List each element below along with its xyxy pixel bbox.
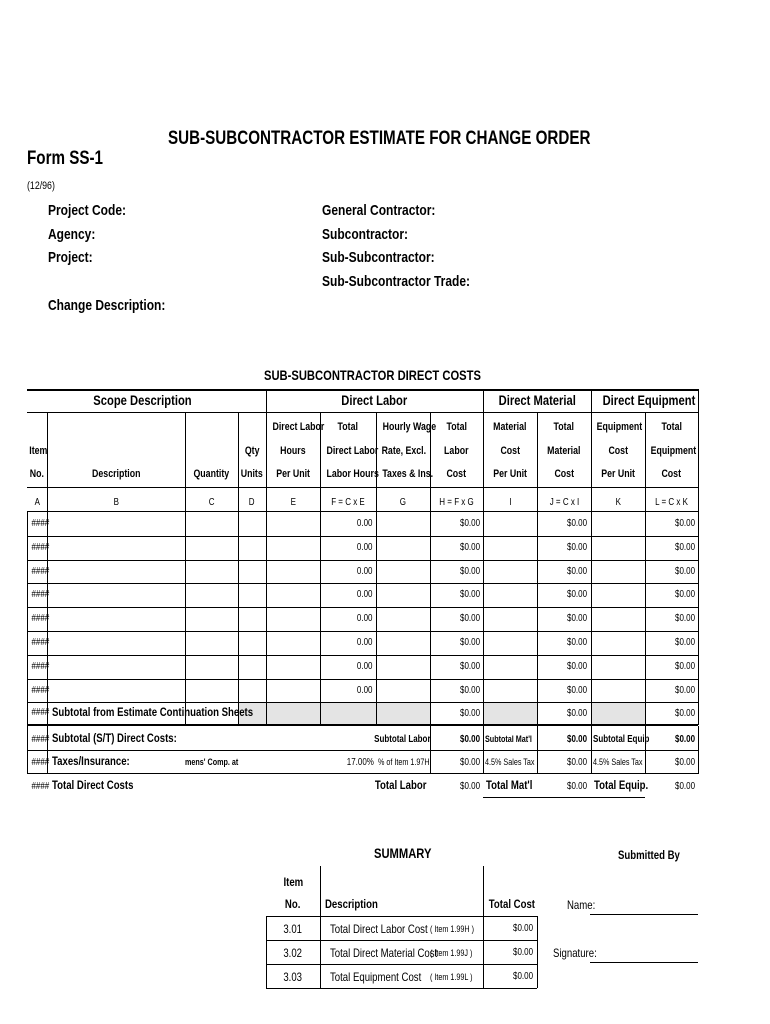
- total-material-label-text: Total Mat'l: [486, 778, 533, 792]
- field-agency: Agency:: [48, 226, 96, 243]
- field-change-description: Change Description:: [48, 297, 166, 314]
- row-material-cost-text: $0.00: [566, 637, 587, 648]
- summary-row-cost: [485, 923, 533, 934]
- row-total-hours-text: 0.00: [356, 542, 372, 553]
- continuation-label-text: Subtotal from Estimate Continuation Sheets: [52, 705, 254, 719]
- taxes-comp-label-text: mens' Comp. at: [185, 757, 239, 767]
- col-h-code-text: H = F x G: [439, 497, 474, 508]
- col-g-code-text: G: [399, 497, 407, 508]
- row-labor-cost-text: $0.00: [459, 613, 480, 624]
- col-a-code-text: A: [34, 497, 40, 508]
- field-sub-subcontractor-trade: Sub-Subcontractor Trade:: [322, 273, 471, 290]
- summary-row-description-text: Total Direct Labor Cost: [330, 922, 428, 936]
- summary-row-description: [330, 970, 440, 984]
- taxes-equipment-label-text: 4.5% Sales Tax: [593, 757, 643, 767]
- field-sub-subcontractor: Sub-Subcontractor:: [322, 249, 435, 266]
- form-date: (12/96): [27, 180, 55, 192]
- summary-row-cost: [485, 971, 533, 982]
- summary-head-cost-text: Total Cost: [488, 897, 536, 911]
- summary-row-number-text: 3.02: [283, 946, 303, 960]
- summary-row-rule: [266, 940, 537, 941]
- col-i-code-text: I: [508, 497, 512, 508]
- summary-row-number-text: 3.01: [283, 922, 303, 936]
- taxes-item-text: ####: [31, 757, 50, 768]
- col-j-code-text: J = C x I: [549, 497, 579, 508]
- col-a-header-1-text: Item: [29, 445, 48, 457]
- summary-row-description: [330, 946, 440, 960]
- page-title: SUB-SUBCONTRACTOR ESTIMATE FOR CHANGE ORDER: [168, 128, 591, 149]
- col-j-header-1-text: Material: [547, 445, 581, 457]
- col-i-header-0-text: Material: [493, 421, 527, 433]
- col-f-code-text: F = C x E: [331, 497, 365, 508]
- field-project: Project:: [48, 249, 93, 266]
- col-e-code-text: E: [290, 497, 296, 508]
- subtotal-labor-label-text: Subtotal Labor: [374, 734, 431, 745]
- col-j-header-0-text: Total: [553, 421, 575, 433]
- subtotal-material-label-text: Subtotal Mat'l: [485, 734, 532, 744]
- summary-row-reference-text: ( Item 1.99J ): [430, 948, 473, 958]
- summary-row-reference: [430, 972, 480, 982]
- total-labor-label-text: Total Labor: [374, 778, 426, 792]
- signature-label: Signature:: [553, 946, 597, 960]
- taxes-label-text: Taxes/Insurance:: [52, 754, 130, 768]
- subtotal-labor-text: $0.00: [459, 734, 480, 745]
- col-b-code-text: B: [113, 497, 119, 508]
- col-k-code-text: K: [615, 497, 621, 508]
- summary-rule-right: [537, 916, 538, 988]
- summary-row-cost-text: $0.00: [512, 923, 533, 934]
- total-equipment-text: $0.00: [674, 781, 695, 792]
- col-f-header-0-text: Total: [337, 421, 359, 433]
- summary-rule-desc: [320, 866, 321, 988]
- taxes-material-text: $0.00: [566, 757, 587, 768]
- subtotal-label-text: Subtotal (S/T) Direct Costs:: [52, 731, 177, 745]
- summary-row-reference: [430, 924, 480, 934]
- group-material-text: Direct Material: [498, 392, 576, 408]
- form-id: Form SS-1: [27, 148, 104, 169]
- row-labor-cost-text: $0.00: [459, 637, 480, 648]
- row-material-cost-text: $0.00: [566, 613, 587, 624]
- continuation-item-text: ####: [31, 707, 50, 718]
- row-item-number-text: ####: [31, 542, 50, 553]
- row-total-hours-text: 0.00: [356, 637, 372, 648]
- summary-row-description: [330, 922, 440, 936]
- summary-head-description: [325, 897, 445, 911]
- summary-head-no-text: No.: [285, 897, 301, 911]
- taxes-percent-text: 17.00%: [346, 757, 374, 768]
- signature-input-line[interactable]: [590, 962, 698, 963]
- row-total-hours-text: 0.00: [356, 518, 372, 529]
- row-material-cost-text: $0.00: [566, 661, 587, 672]
- summary-head-description-text: Description: [325, 897, 378, 911]
- col-g-header-0-text: Hourly Wage: [382, 421, 437, 433]
- continuation-material-text: $0.00: [566, 708, 587, 719]
- direct-costs-title: SUB-SUBCONTRACTOR DIRECT COSTS: [264, 367, 481, 383]
- subtotal-equipment-text: $0.00: [674, 734, 695, 745]
- subtotal-equipment-label-text: Subtotal Equip: [593, 734, 650, 745]
- col-c-code-text: C: [208, 497, 215, 508]
- row-item-number-text: ####: [31, 661, 50, 672]
- summary-row-reference: [430, 948, 480, 958]
- taxes-percent-of-text: % of Item 1.97H: [378, 757, 430, 767]
- col-b-header-2-text: Description: [91, 468, 141, 480]
- summary-row-number: [266, 946, 320, 960]
- row-equipment-cost-text: $0.00: [674, 685, 695, 696]
- group-labor-text: Direct Labor: [341, 392, 408, 408]
- col-j-header-2-text: Cost: [554, 468, 574, 480]
- taxes-labor-text: $0.00: [459, 757, 480, 768]
- group-equipment-text: Direct Equipment: [602, 392, 696, 408]
- row-item-number-text: ####: [31, 685, 50, 696]
- row-equipment-cost-text: $0.00: [674, 542, 695, 553]
- taxes-equipment-text: $0.00: [674, 757, 695, 768]
- row-material-cost-text: $0.00: [566, 542, 587, 553]
- row-equipment-cost-text: $0.00: [674, 518, 695, 529]
- summary-row-cost-text: $0.00: [512, 971, 533, 982]
- col-i-header-2-text: Per Unit: [493, 468, 527, 480]
- row-item-number-text: ####: [31, 589, 50, 600]
- col-k-header-2-text: Per Unit: [601, 468, 635, 480]
- summary-rule-cost: [483, 866, 484, 988]
- col-c-header-2-text: Quantity: [193, 468, 230, 480]
- row-item-number-text: ####: [31, 518, 50, 529]
- summary-row-description-text: Total Equipment Cost: [330, 970, 422, 984]
- row-total-hours-text: 0.00: [356, 661, 372, 672]
- row-labor-cost-text: $0.00: [459, 566, 480, 577]
- col-k-header-0-text: Equipment: [596, 421, 643, 433]
- row-item-number-text: ####: [31, 637, 50, 648]
- col-e-header-1-text: Hours: [280, 445, 306, 457]
- group-scope-text: Scope Description: [93, 392, 192, 408]
- row-item-number-text: ####: [31, 566, 50, 577]
- row-labor-cost-text: $0.00: [459, 518, 480, 529]
- col-k-header-1-text: Cost: [608, 445, 628, 457]
- name-input-line[interactable]: [590, 914, 698, 915]
- continuation-equipment-text: $0.00: [674, 708, 695, 719]
- row-total-hours-text: 0.00: [356, 685, 372, 696]
- col-e-header-2-text: Per Unit: [276, 468, 310, 480]
- summary-head-item-text: Item: [283, 875, 303, 889]
- subtotal-material-text: $0.00: [566, 734, 587, 745]
- row-material-cost-text: $0.00: [566, 589, 587, 600]
- field-general-contractor: General Contractor:: [322, 202, 436, 219]
- summary-row-cost: [485, 947, 533, 958]
- row-labor-cost-text: $0.00: [459, 685, 480, 696]
- col-l-header-0-text: Total: [661, 421, 682, 433]
- col-f-header-1-text: Direct Labor: [326, 445, 379, 457]
- total-item-text: ####: [31, 781, 50, 792]
- col-g-header-1-text: Rate, Excl.: [381, 445, 427, 457]
- row-equipment-cost-text: $0.00: [674, 613, 695, 624]
- col-f-header-2-text: Labor Hours: [326, 468, 379, 480]
- total-material-text: $0.00: [566, 781, 587, 792]
- col-l-code-text: L = C x K: [655, 497, 688, 508]
- col-h-header-1-text: Labor: [444, 445, 469, 457]
- row-equipment-cost-text: $0.00: [674, 637, 695, 648]
- col-l-header-2-text: Cost: [661, 468, 682, 480]
- total-labor-text: $0.00: [459, 781, 480, 792]
- col-d-header-2-text: Units: [241, 468, 263, 480]
- subtotal-item-text: ####: [31, 734, 50, 745]
- name-label: Name:: [567, 898, 596, 912]
- col-i-header-1-text: Cost: [500, 445, 520, 457]
- col-d-code-text: D: [249, 497, 255, 508]
- row-total-hours-text: 0.00: [356, 566, 372, 577]
- col-g-header-2-text: Taxes & Ins.: [382, 468, 434, 480]
- row-material-cost-text: $0.00: [566, 566, 587, 577]
- summary-row-number: [266, 970, 320, 984]
- field-project-code: Project Code:: [48, 202, 127, 219]
- row-material-cost-text: $0.00: [566, 685, 587, 696]
- total-label-text: Total Direct Costs: [52, 778, 134, 792]
- summary-row-cost-text: $0.00: [512, 947, 533, 958]
- field-subcontractor: Subcontractor:: [322, 226, 409, 243]
- row-equipment-cost-text: $0.00: [674, 661, 695, 672]
- summary-row-reference-text: ( Item 1.99H ): [430, 924, 475, 934]
- row-item-number-text: ####: [31, 613, 50, 624]
- row-labor-cost-text: $0.00: [459, 542, 480, 553]
- summary-row-description-text: Total Direct Material Cost: [330, 946, 438, 960]
- summary-row-number-text: 3.03: [283, 970, 303, 984]
- continuation-labor-text: $0.00: [459, 708, 480, 719]
- submitted-by-label: Submitted By: [618, 848, 680, 862]
- col-a-header-2-text: No.: [29, 468, 45, 480]
- row-material-cost-text: $0.00: [566, 518, 587, 529]
- total-equipment-label-text: Total Equip.: [594, 778, 649, 792]
- summary-row-rule: [266, 964, 537, 965]
- summary-row-number: [266, 922, 320, 936]
- row-total-hours-text: 0.00: [356, 613, 372, 624]
- taxes-material-label-text: 4.5% Sales Tax: [485, 757, 535, 767]
- row-labor-cost-text: $0.00: [459, 589, 480, 600]
- col-l-header-1-text: Equipment: [650, 445, 697, 457]
- summary-row-reference-text: ( Item 1.99L ): [430, 972, 473, 982]
- row-equipment-cost-text: $0.00: [674, 589, 695, 600]
- col-h-header-2-text: Cost: [446, 468, 467, 480]
- col-e-header-0-text: Direct Labor: [272, 421, 325, 433]
- row-labor-cost-text: $0.00: [459, 661, 480, 672]
- summary-title: SUMMARY: [374, 845, 432, 861]
- row-total-hours-text: 0.00: [356, 589, 372, 600]
- col-d-header-1-text: Qty: [244, 445, 260, 457]
- summary-head-no: [266, 897, 320, 911]
- summary-head-item: [266, 875, 320, 889]
- summary-bottom-rule: [266, 988, 537, 989]
- summary-head-cost: [483, 897, 537, 911]
- summary-head-rule: [266, 916, 537, 917]
- col-h-header-0-text: Total: [446, 421, 467, 433]
- row-equipment-cost-text: $0.00: [674, 566, 695, 577]
